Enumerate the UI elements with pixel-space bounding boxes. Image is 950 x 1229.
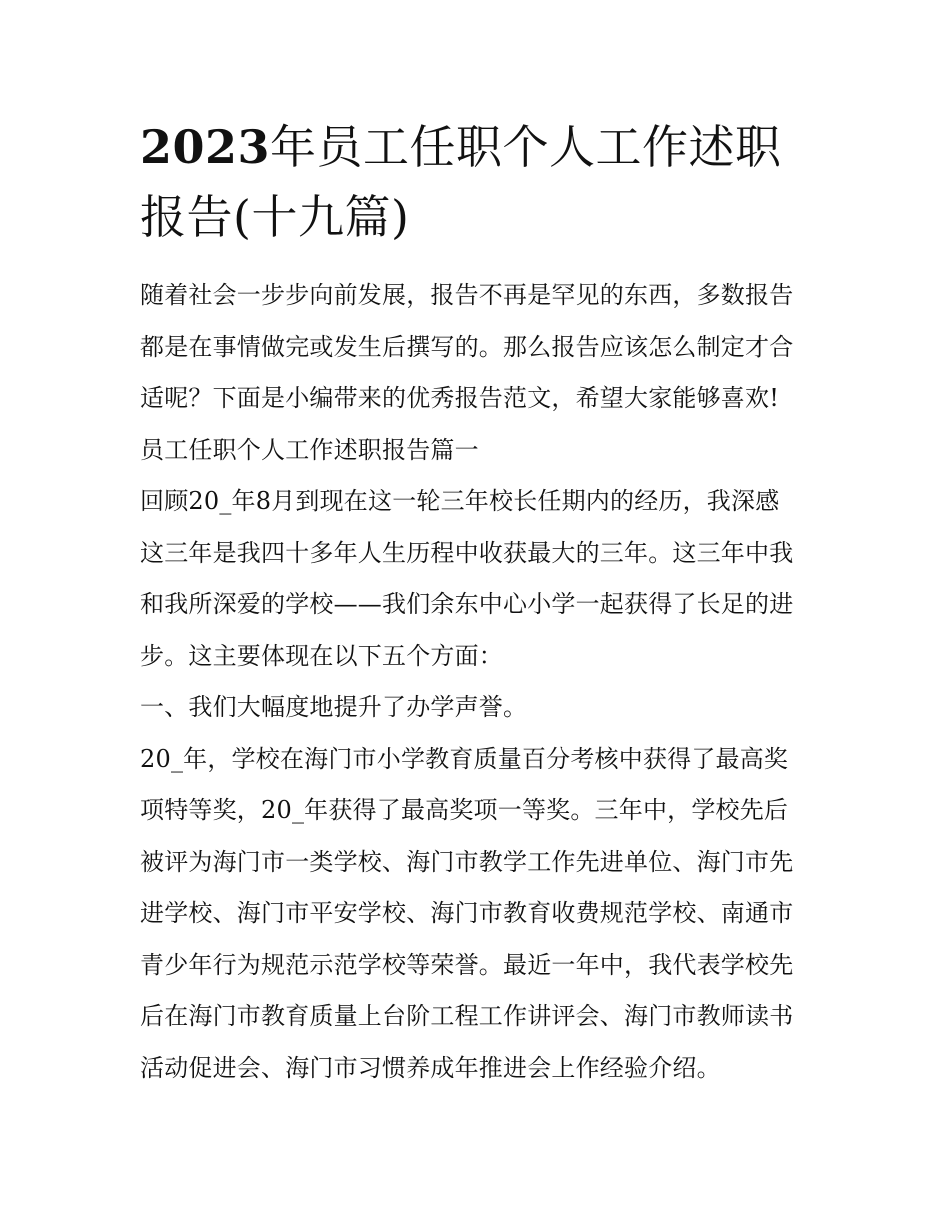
body-line: 青少年行为规范示范学校等荣誉。最近一年中，我代表学校先 bbox=[140, 950, 794, 979]
title-year: 2023 bbox=[140, 120, 271, 174]
body-line: 和我所深爱的学校——我们余东中心小学一起获得了长足的进 bbox=[140, 590, 794, 618]
body-line: 适呢？下面是小编带来的优秀报告范文，希望大家能够喜欢! bbox=[140, 384, 780, 412]
document-content bbox=[140, 112, 815, 1094]
body-line: 这三年是我四十多年人生历程中收获最大的三年。这三年中我 bbox=[140, 538, 794, 567]
body-line: 20_年，学校在海门市小学教育质量百分考核中获得了最高奖 bbox=[140, 744, 789, 773]
body-line: 随着社会一步步向前发展，报告不再是罕见的东西，多数报告 bbox=[140, 281, 794, 309]
body-line: 项特等奖，20_年获得了最高奖项一等奖。三年中，学校先后 bbox=[140, 796, 789, 824]
body-line: 步。这主要体现在以下五个方面： bbox=[140, 641, 503, 670]
body-line: 后在海门市教育质量上台阶工程工作讲评会、海门市教师读书 bbox=[140, 1002, 794, 1030]
section-heading: 员工任职个人工作述职报告篇一 bbox=[140, 435, 479, 464]
body-line: 进学校、海门市平安学校、海门市教育收费规范学校、南通市 bbox=[140, 899, 794, 927]
document-body bbox=[140, 270, 815, 1094]
body-line: 都是在事情做完或发生后撰写的。那么报告应该怎么制定才合 bbox=[140, 332, 794, 361]
title-text: 年员工任职个人工作述职报告(十九篇) bbox=[140, 120, 782, 244]
subsection-heading: 一、我们大幅度地提升了办学声誉。 bbox=[140, 693, 528, 721]
body-line: 被评为海门市一类学校、海门市教学工作先进单位、海门市先 bbox=[140, 847, 794, 876]
document-title bbox=[140, 112, 815, 252]
body-line: 活动促进会、海门市习惯养成年推进会上作经验介绍。 bbox=[140, 1053, 721, 1082]
body-line: 回顾20_年8月到现在这一轮三年校长任期内的经历，我深感 bbox=[140, 487, 780, 515]
